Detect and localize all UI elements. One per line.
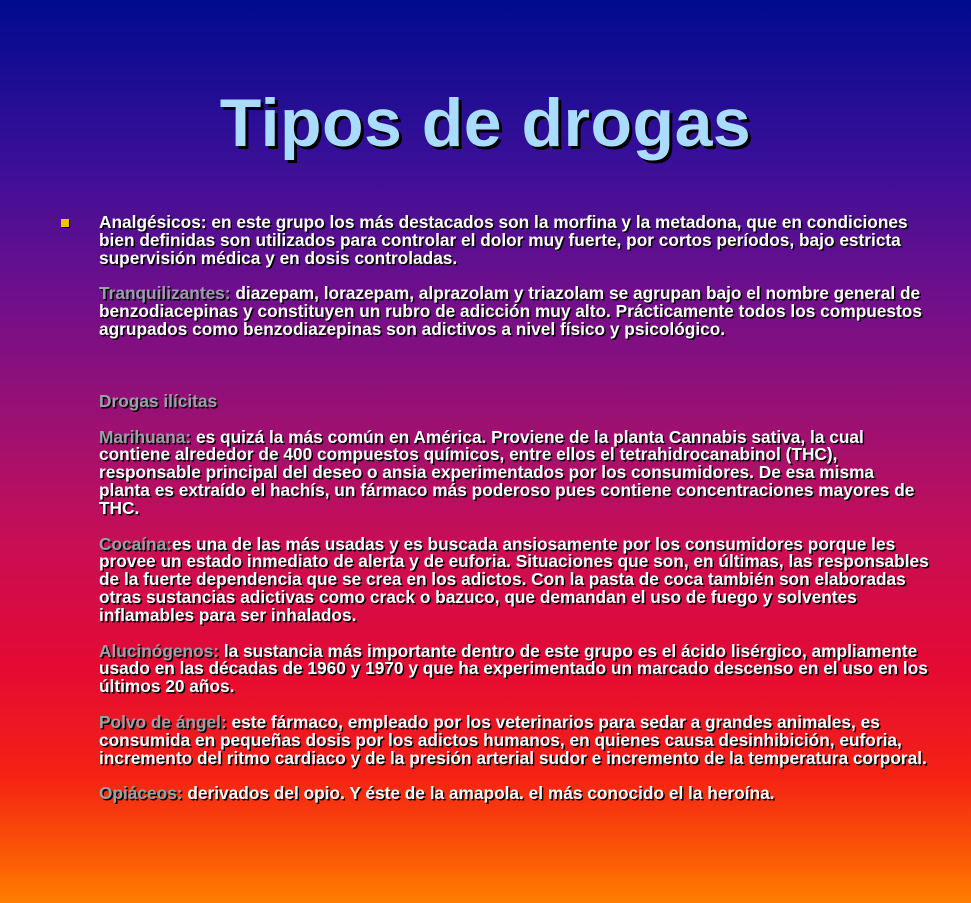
text-alucinogenos: la sustancia más importante dentro de este grupo es el ácido lisérgico, ampliamente usado en las décadas de 1960 y 1970 y que ha experimentado un marcado descenso en el uso en los últimos 20 años. — [99, 640, 928, 697]
label-tranquilizantes: Tranquilizantes: — [99, 283, 231, 304]
paragraph-opiaceos — [99, 785, 929, 803]
label-alucinogenos: Alucinógenos: — [99, 640, 220, 661]
text-opiaceos: derivados del opio. Y éste de la amapola. el más conocido el la heroína. — [182, 783, 775, 804]
paragraph-alucinogenos — [99, 640, 929, 697]
label-opiaceos: Opiáceos: — [99, 783, 183, 804]
heading-drogas-ilicitas: Drogas ilícitas — [99, 390, 218, 411]
slide-title: Tipos de drogas — [219, 84, 752, 161]
text-cocaina: es una de las más usadas y es buscada ansiosamente por los consumidores porque les provee un estado inmediato de alerta y de euforia. Situaciones que son, en últimas, las responsables de la fuerte dependencia que se crea en los adictos. Con la pasta de coca también son elaboradas otras sustancias adictivas como crack o bazuco, que demandan el uso de fuego y solventes inflamables para ser inhalados. — [99, 533, 929, 625]
label-polvo-de-angel: Polvo de ángel: — [99, 711, 227, 732]
text-polvo-de-angel: este fármaco, empleado por los veterinarios para sedar a grandes animales, es consumida en pequeñas dosis por los adictos humanos, en quienes causa desinhibición, euforia, incremento del ritmo cardiaco y de la presión arterial sudor e incremento de la temperatura corporal. — [99, 711, 927, 768]
text-marihuana: es quizá la más común en América. Proviene de la planta Cannabis sativa, la cual contiene alrededor de 400 compuestos químicos, entre ellos el tetrahidrocanabinol (THC), responsable principal del deseo o ansia experimentados por los consumidores. De esa misma planta es extraído el hachís, un fármaco más poderoso pues contiene concentraciones mayores de THC. — [99, 426, 915, 518]
text-tranquilizantes: diazepam, lorazepam, alprazolam y triazolam se agrupan bajo el nombre general de benzodiacepinas y constituyen un rubro de adicción muy alto. Prácticamente todos los compuestos agrupados como benzodiazepinas son adictivos a nivel físico y psicológico. — [99, 283, 922, 339]
paragraph-tranquilizantes — [99, 285, 929, 338]
label-marihuana: Marihuana: — [99, 426, 192, 447]
paragraph-analgesicos: Analgésicos: en este grupo los más destacados son la morfina y la metadona, que en condiciones bien definidas son utilizados para controlar el dolor muy fuerte, por cortos períodos, bajo estricta supervisión médica y en dosis controladas. — [99, 212, 908, 268]
square-bullet-icon — [61, 219, 69, 227]
paragraph-cocaina — [99, 533, 929, 625]
label-cocaina: Cocaína: — [99, 533, 172, 554]
paragraph-polvo-de-angel — [99, 711, 929, 768]
paragraph-marihuana — [99, 426, 929, 518]
slide-body — [99, 214, 929, 803]
